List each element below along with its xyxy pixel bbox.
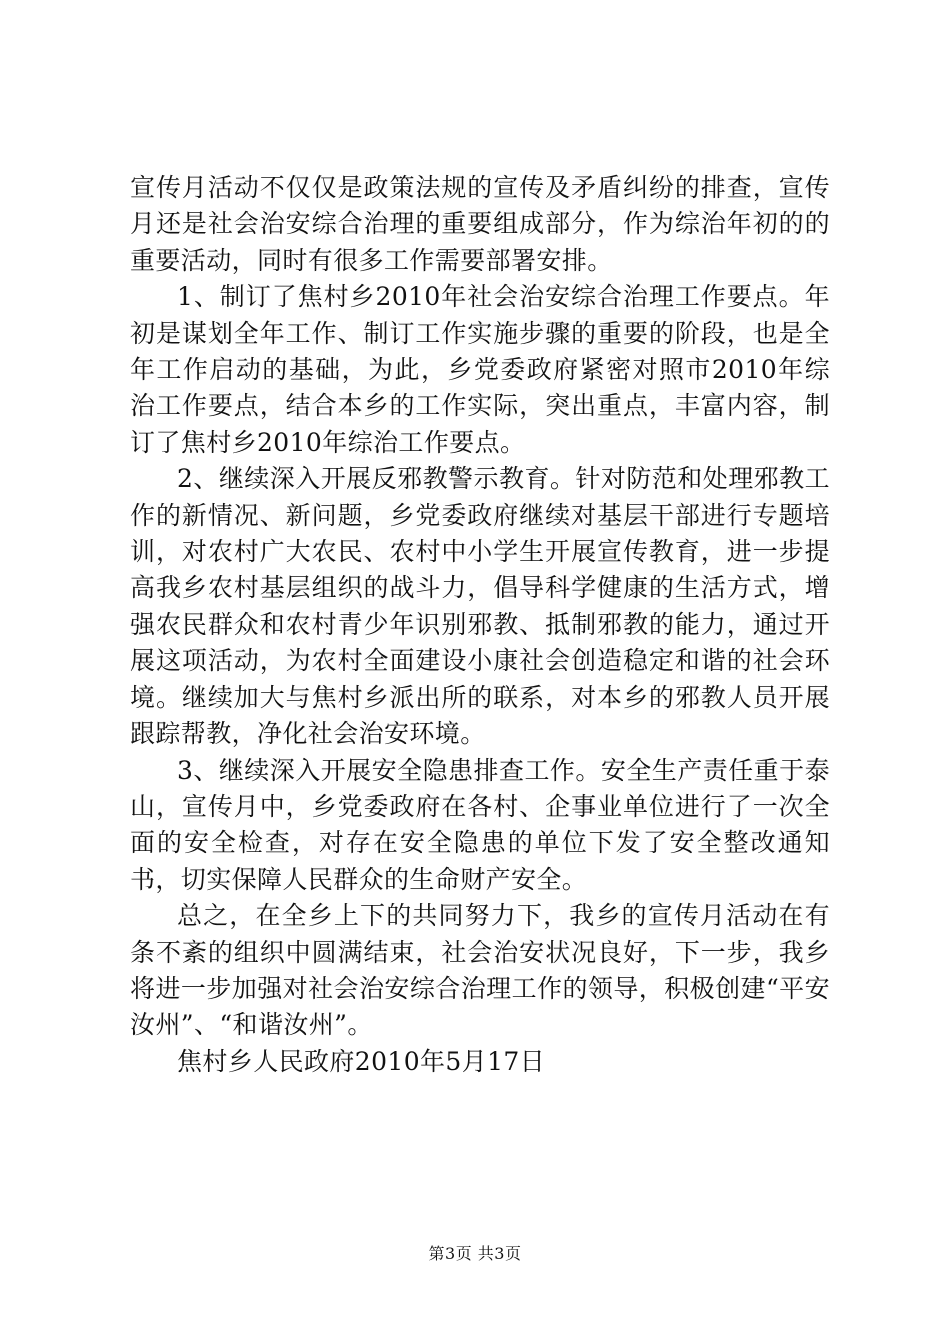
paragraph-item-2: 2、继续深入开展反邪教警示教育。针对防范和处理邪教工作的新情况、新问题，乡党委政府继续对基层干部进行专题培训，对农村广大农民、农村中小学生开展宣传教育，进一步提高我乡农村基层组织的战斗力，倡导科学健康的生活方式，增强农民群众和农村青少年识别邪教、抵制邪教的能力，通过开展这项活动，为农村全面建设小康社会创造稳定和谐的社会环境。继续加大与焦村乡派出所的联系，对本乡的邪教人员开展跟踪帮教，净化社会治安环境。 (130, 464, 830, 749)
page-number: 第3页 共3页 (428, 1244, 522, 1263)
page-footer (0, 1243, 950, 1265)
paragraph-item-3: 3、继续深入开展安全隐患排查工作。安全生产责任重于泰山，宣传月中，乡党委政府在各村、企事业单位进行了一次全面的安全检查，对存在安全隐患的单位下发了安全整改通知书，切实保障人民群众的生命财产安全。 (130, 755, 830, 894)
paragraph-intro: 宣传月活动不仅仅是政策法规的宣传及矛盾纠纷的排查，宣传月还是社会治安综合治理的重要组成部分，作为综治年初的的重要活动，同时有很多工作需要部署安排。 (130, 173, 830, 275)
paragraph-summary: 总之，在全乡上下的共同努力下，我乡的宣传月活动在有条不紊的组织中圆满结束，社会治安状况良好，下一步，我乡将进一步加强对社会治安综合治理工作的领导，积极创建“平安汝州”、“和谐汝州”。 (130, 901, 830, 1040)
paragraph-item-1: 1、制订了焦村乡2010年社会治安综合治理工作要点。年初是谋划全年工作、制订工作实施步骤的重要的阶段，也是全年工作启动的基础，为此，乡党委政府紧密对照市2010年综治工作要点，结合本乡的工作实际，突出重点，丰富内容，制订了焦村乡2010年综治工作要点。 (130, 282, 830, 457)
signature-line: 焦村乡人民政府2010年5月17日 (177, 1046, 546, 1076)
document-body (130, 170, 830, 1080)
